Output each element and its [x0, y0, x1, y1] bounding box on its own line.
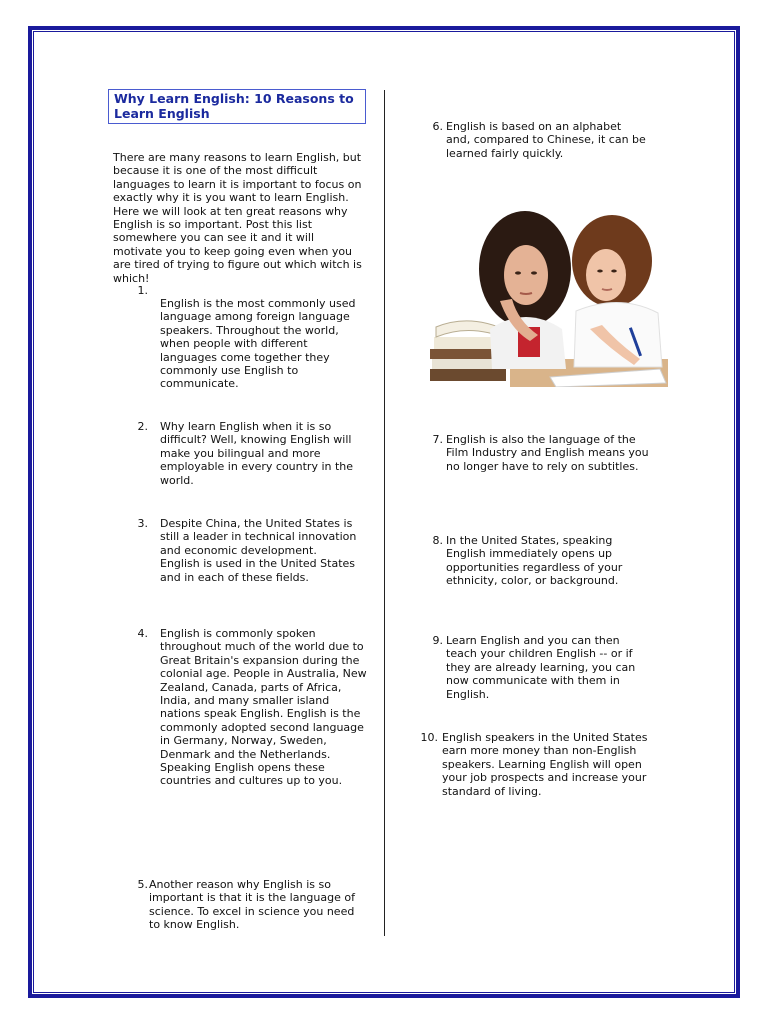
reason-2-text: Why learn English when it is so difficult? Well, knowing English will make you bilingual and more employable in every country in the world. — [160, 420, 354, 487]
reason-1-number: 1. — [137, 284, 148, 297]
students-studying-photo — [430, 209, 668, 387]
reason-10-number: 10. — [420, 731, 438, 744]
reason-6-text: English is based on an alphabet and, compared to Chinese, it can be learned fairly quickly. — [446, 120, 646, 160]
reason-3-text: Despite China, the United States is still a leader in technical innovation and economic development. English is used in the United States and in each of these fields. — [160, 517, 357, 584]
reason-7-text: English is also the language of the Film Industry and English means you no longer have to rely on subtitles. — [446, 433, 649, 473]
reason-4-text: English is commonly spoken throughout much of the world due to Great Britain's expansion during the colonial age. People in Australia, New Zealand, Canada, parts of Africa, India, and many smaller island nations speak English. English is the commonly adopted second language in Germany, Norway, Sweden, Denmark and the Netherlands. Speaking English opens these countries and cultures up to you. — [160, 627, 367, 788]
reason-8-text: In the United States, speaking English immediately opens up opportunities regardless of your ethnicity, color, or background. — [446, 534, 623, 588]
reason-1-text: English is the most commonly used language among foreign language speakers. Throughout the world, when people with different languages come together they commonly use English to communicate. — [160, 297, 356, 391]
reason-3-number: 3. — [137, 517, 148, 530]
reason-9-number: 9. — [432, 634, 443, 647]
title-box — [108, 89, 366, 124]
intro-paragraph: There are many reasons to learn English, but because it is one of the most difficult languages to learn it is important to focus on exactly why it is you want to learn English. Here we will look at ten great reasons why English is so important. Post this list somewhere you can see it and it will motivate you to keep going even when you are tired of trying to figure out which witch is which! — [113, 151, 362, 285]
reason-4-number: 4. — [137, 627, 148, 640]
reason-5-text: Another reason why English is so important is that it is the language of science. To excel in science you need to know English. — [149, 878, 355, 932]
reason-8-number: 8. — [432, 534, 443, 547]
column-divider — [384, 90, 385, 936]
reason-2-number: 2. — [137, 420, 148, 433]
reason-9-text: Learn English and you can then teach your children English -- or if they are already learning, you can now communicate with them in English. — [446, 634, 636, 701]
reason-7-number: 7. — [432, 433, 443, 446]
reason-6-number: 6. — [432, 120, 443, 133]
reason-5-number: 5. — [137, 878, 148, 891]
reason-10-text: English speakers in the United States earn more money than non-English speakers. Learning English will open your job prospects and increase your standard of living. — [442, 731, 648, 798]
page-title: Why Learn English: 10 Reasons to Learn English — [114, 91, 354, 121]
